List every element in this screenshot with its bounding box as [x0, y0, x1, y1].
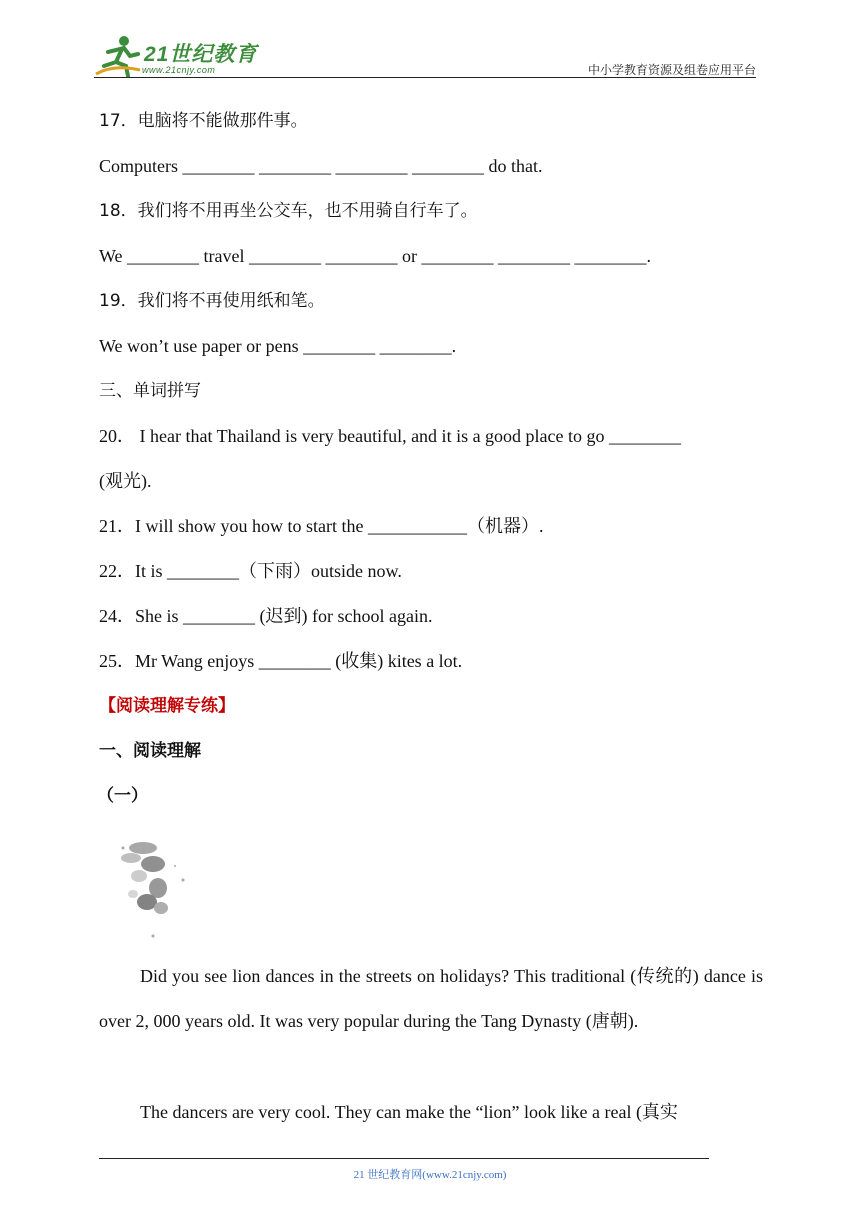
- question-18-chinese: 18．我们将不用再坐公交车，也不用骑自行车了。: [99, 201, 478, 221]
- site-logo: [94, 34, 264, 78]
- question-18-english: We ________ travel ________ ________ or ________ ________ ________.: [99, 246, 652, 266]
- lion-dance-image: [103, 836, 195, 944]
- reading-paragraph-2: The dancers are very cool. They can make the “lion” look like a real (真实: [140, 1102, 678, 1122]
- section-3-heading: 三、单词拼写: [99, 381, 201, 401]
- question-17-chinese: 17．电脑将不能做那件事。: [99, 111, 308, 131]
- question-19-chinese: 19．我们将不再使用纸和笔。: [99, 291, 325, 311]
- reading-practice-title: 【阅读理解专练】: [99, 696, 235, 716]
- logo-brand-text: 21世纪教育: [144, 43, 258, 66]
- question-24: 24．She is ________ (迟到) for school again.: [99, 606, 433, 626]
- runner-logo-icon: [94, 34, 142, 78]
- question-21: 21．I will show you how to start the ___________（机器）.: [99, 516, 544, 536]
- question-20-line2: (观光).: [99, 471, 152, 491]
- question-22: 22．It is ________（下雨）outside now.: [99, 561, 402, 581]
- question-20-line1: 20． I hear that Thailand is very beautiful, and it is a good place to go ________: [99, 426, 682, 446]
- reading-part-label: （一）: [97, 786, 148, 806]
- page-footer: 21 世纪教育网(www.21cnjy.com): [353, 1169, 507, 1181]
- reading-section-heading: 一、阅读理解: [99, 741, 201, 761]
- footer-divider: [99, 1158, 709, 1159]
- platform-title: 中小学教育资源及组卷应用平台: [587, 63, 756, 77]
- page-header: [94, 30, 756, 80]
- header-divider: [94, 77, 756, 78]
- question-19-english: We won’t use paper or pens ________ ________.: [99, 336, 457, 356]
- question-17-english: Computers ________ ________ ________ ________ do that.: [99, 156, 543, 176]
- logo-url-text: www.21cnjy.com: [142, 65, 216, 75]
- reading-paragraph-1: Did you see lion dances in the streets on holidays? This traditional (传统的) dance is over 2, 000 years old. It was very popular during the Tang Dynasty (唐朝).: [99, 966, 763, 1031]
- question-25: 25．Mr Wang enjoys ________ (收集) kites a lot.: [99, 651, 463, 671]
